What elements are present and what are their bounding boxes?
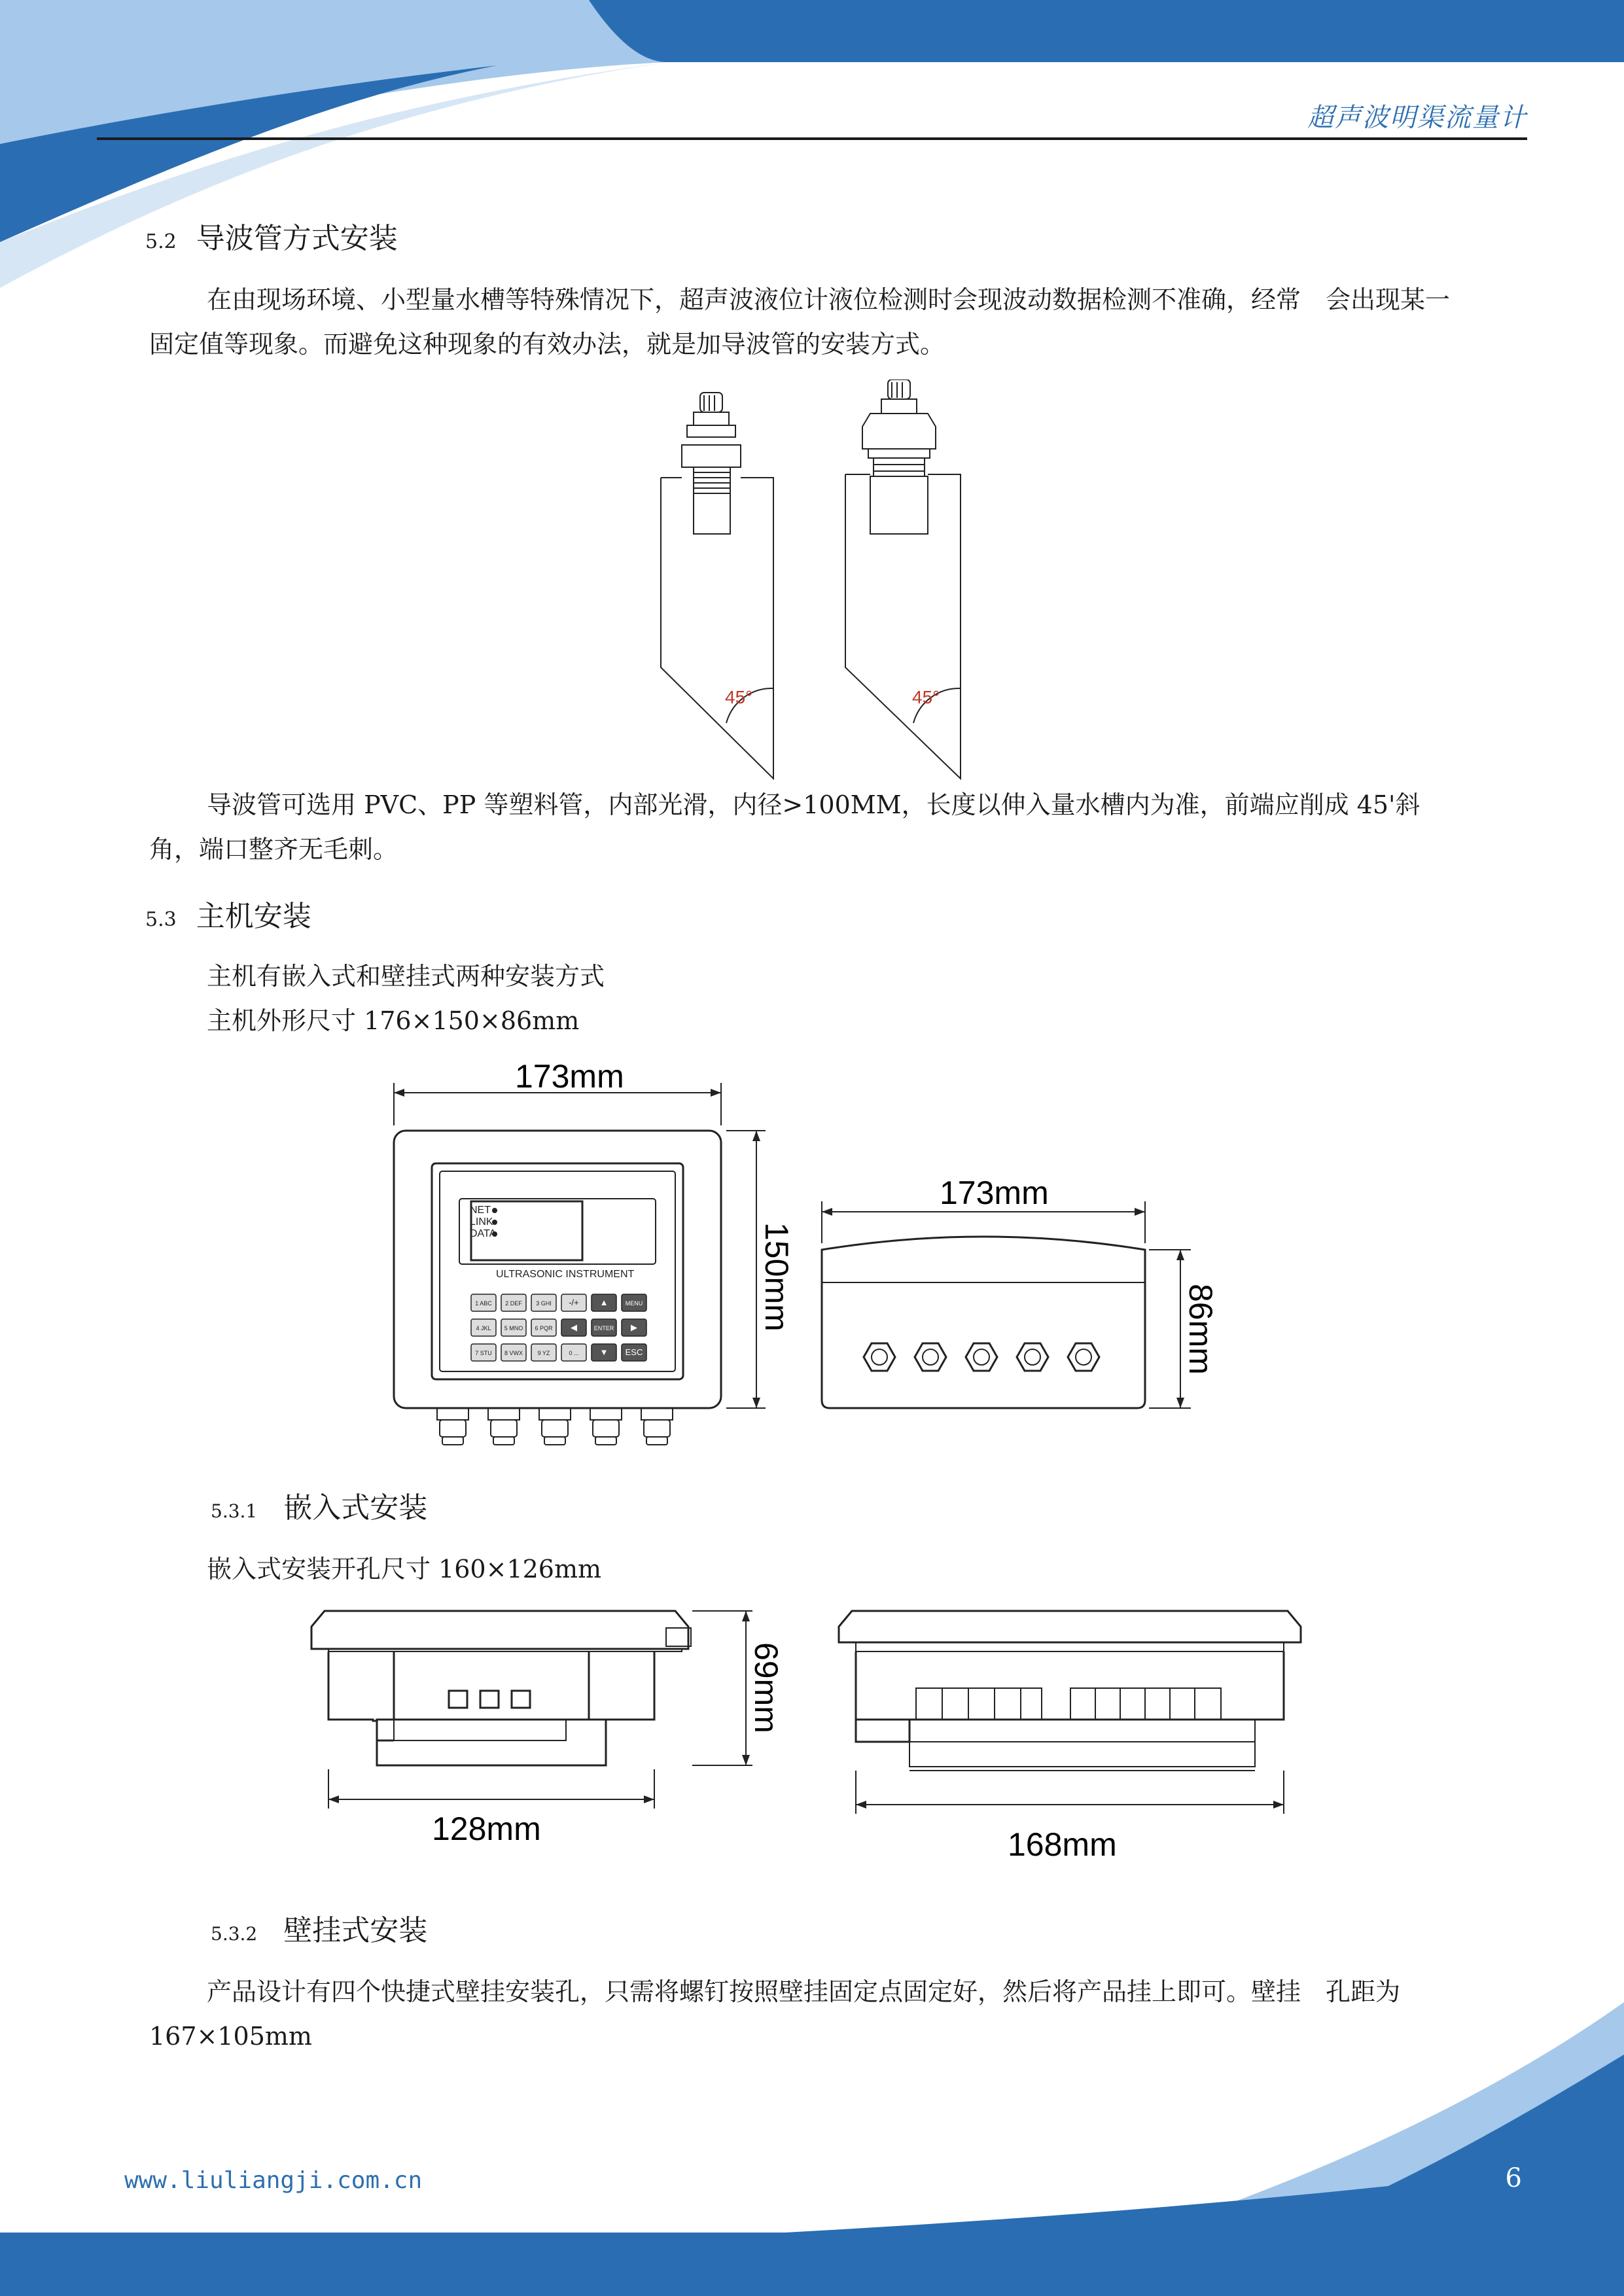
section-5-3-2-paragraph-1: 产品设计有四个快捷式壁挂安装孔，只需将螺钉按照壁挂固定点固定好，然后将产品挂上即可。壁挂 孔距为 167×105mm (149, 1977, 1401, 2051)
section-number: 5.3.2 (211, 1923, 258, 1945)
keypad-key-label: 2 DEF (505, 1300, 522, 1307)
header-rule (97, 137, 1527, 140)
keypad-key-label: ENTER (593, 1325, 614, 1332)
keypad-key-label: -/+ (569, 1298, 579, 1307)
keypad-key-label: ◀ (571, 1322, 577, 1332)
section-title: 壁挂式安装 (283, 1914, 428, 1947)
keypad-key-label: 5 MNO (504, 1325, 523, 1332)
pipe-angle-right: 45° (912, 687, 940, 707)
footer-url-link[interactable]: www.liuliangji.com.cn (124, 2167, 423, 2194)
embed-depth-label: 69mm (748, 1642, 785, 1733)
section-5-3-1-line-1: 嵌入式安装开孔尺寸 160×126mm (207, 1555, 602, 1583)
front-cable-glands (437, 1408, 673, 1445)
keypad-key-label: ESC (625, 1347, 643, 1357)
section-5-3-line-2: 主机外形尺寸 176×150×86mm (207, 1006, 580, 1035)
front-width-label: 173mm (515, 1058, 624, 1095)
header-title: 超声波明渠流量计 (1307, 103, 1527, 133)
host-keypad (471, 1294, 646, 1361)
keypad-key-label: 7 STU (475, 1350, 492, 1356)
keypad-key-label: 9 YZ (537, 1350, 550, 1356)
keypad-key-label: 0 ... (569, 1350, 579, 1356)
page-number: 6 (1505, 2163, 1522, 2193)
footer-wave-decoration (0, 2002, 1624, 2296)
keypad-key-label: 8 VWX (504, 1350, 523, 1356)
section-number: 5.3 (145, 908, 177, 931)
section-title: 主机安装 (196, 900, 311, 933)
guide-pipe-left (661, 393, 773, 779)
keypad-key-label: ▲ (599, 1298, 609, 1307)
section-title: 嵌入式安装 (283, 1491, 428, 1525)
side-cable-glands (864, 1343, 1099, 1371)
indicator-data: DATA (470, 1228, 497, 1239)
side-height-label: 86mm (1182, 1284, 1219, 1375)
keypad-key-label: 1 ABC (475, 1300, 492, 1307)
keypad-key-label: 4 JKL (476, 1325, 491, 1332)
section-number: 5.3.1 (211, 1500, 258, 1522)
guide-pipe-right (845, 380, 961, 779)
section-5-2-paragraph-2: 导波管可选用 PVC、PP 等塑料管，内部光滑，内径>100MM，长度以伸入量水槽内为准，前端应削成 45'斜角，端口整齐无毛刺。 (149, 790, 1421, 864)
embed-install-figure (301, 1610, 1322, 1871)
keypad-key-label: MENU (625, 1300, 643, 1307)
section-5-2-paragraph-1: 在由现场环境、小型量水槽等特殊情况下，超声波液位计液位检测时会现波动数据检测不准确，经常 会出现某一固定值等现象。而避免这种现象的有效办法，就是加导波管的安装方式。 (149, 285, 1451, 359)
section-title: 导波管方式安装 (196, 222, 398, 255)
indicator-link: LINK (470, 1216, 493, 1227)
section-5-3-1-heading (211, 1484, 427, 1526)
side-width-label: 173mm (940, 1174, 1049, 1211)
keypad-key-label: ▼ (599, 1347, 609, 1357)
keypad-key-label: 3 GHI (536, 1300, 552, 1307)
guide-pipe-figure (648, 380, 988, 785)
section-5-3-2-heading (211, 1907, 427, 1949)
pipe-angle-left: 45° (725, 687, 753, 707)
panel-brand: ULTRASONIC INSTRUMENT (496, 1269, 635, 1280)
section-number: 5.2 (145, 230, 177, 253)
keypad-key-label: 6 PQR (535, 1325, 553, 1332)
host-dimension-figure (386, 1047, 1250, 1466)
section-5-3-line-1: 主机有嵌入式和壁挂式两种安装方式 (207, 962, 605, 991)
front-height-label: 150mm (758, 1222, 795, 1332)
indicator-net: NET (470, 1205, 491, 1216)
keypad-key-label: ▶ (631, 1322, 637, 1332)
section-5-2-heading (145, 215, 398, 256)
section-5-3-heading (145, 892, 311, 934)
embed-width-right-label: 168mm (1008, 1826, 1117, 1863)
embed-width-left-label: 128mm (432, 1810, 541, 1847)
